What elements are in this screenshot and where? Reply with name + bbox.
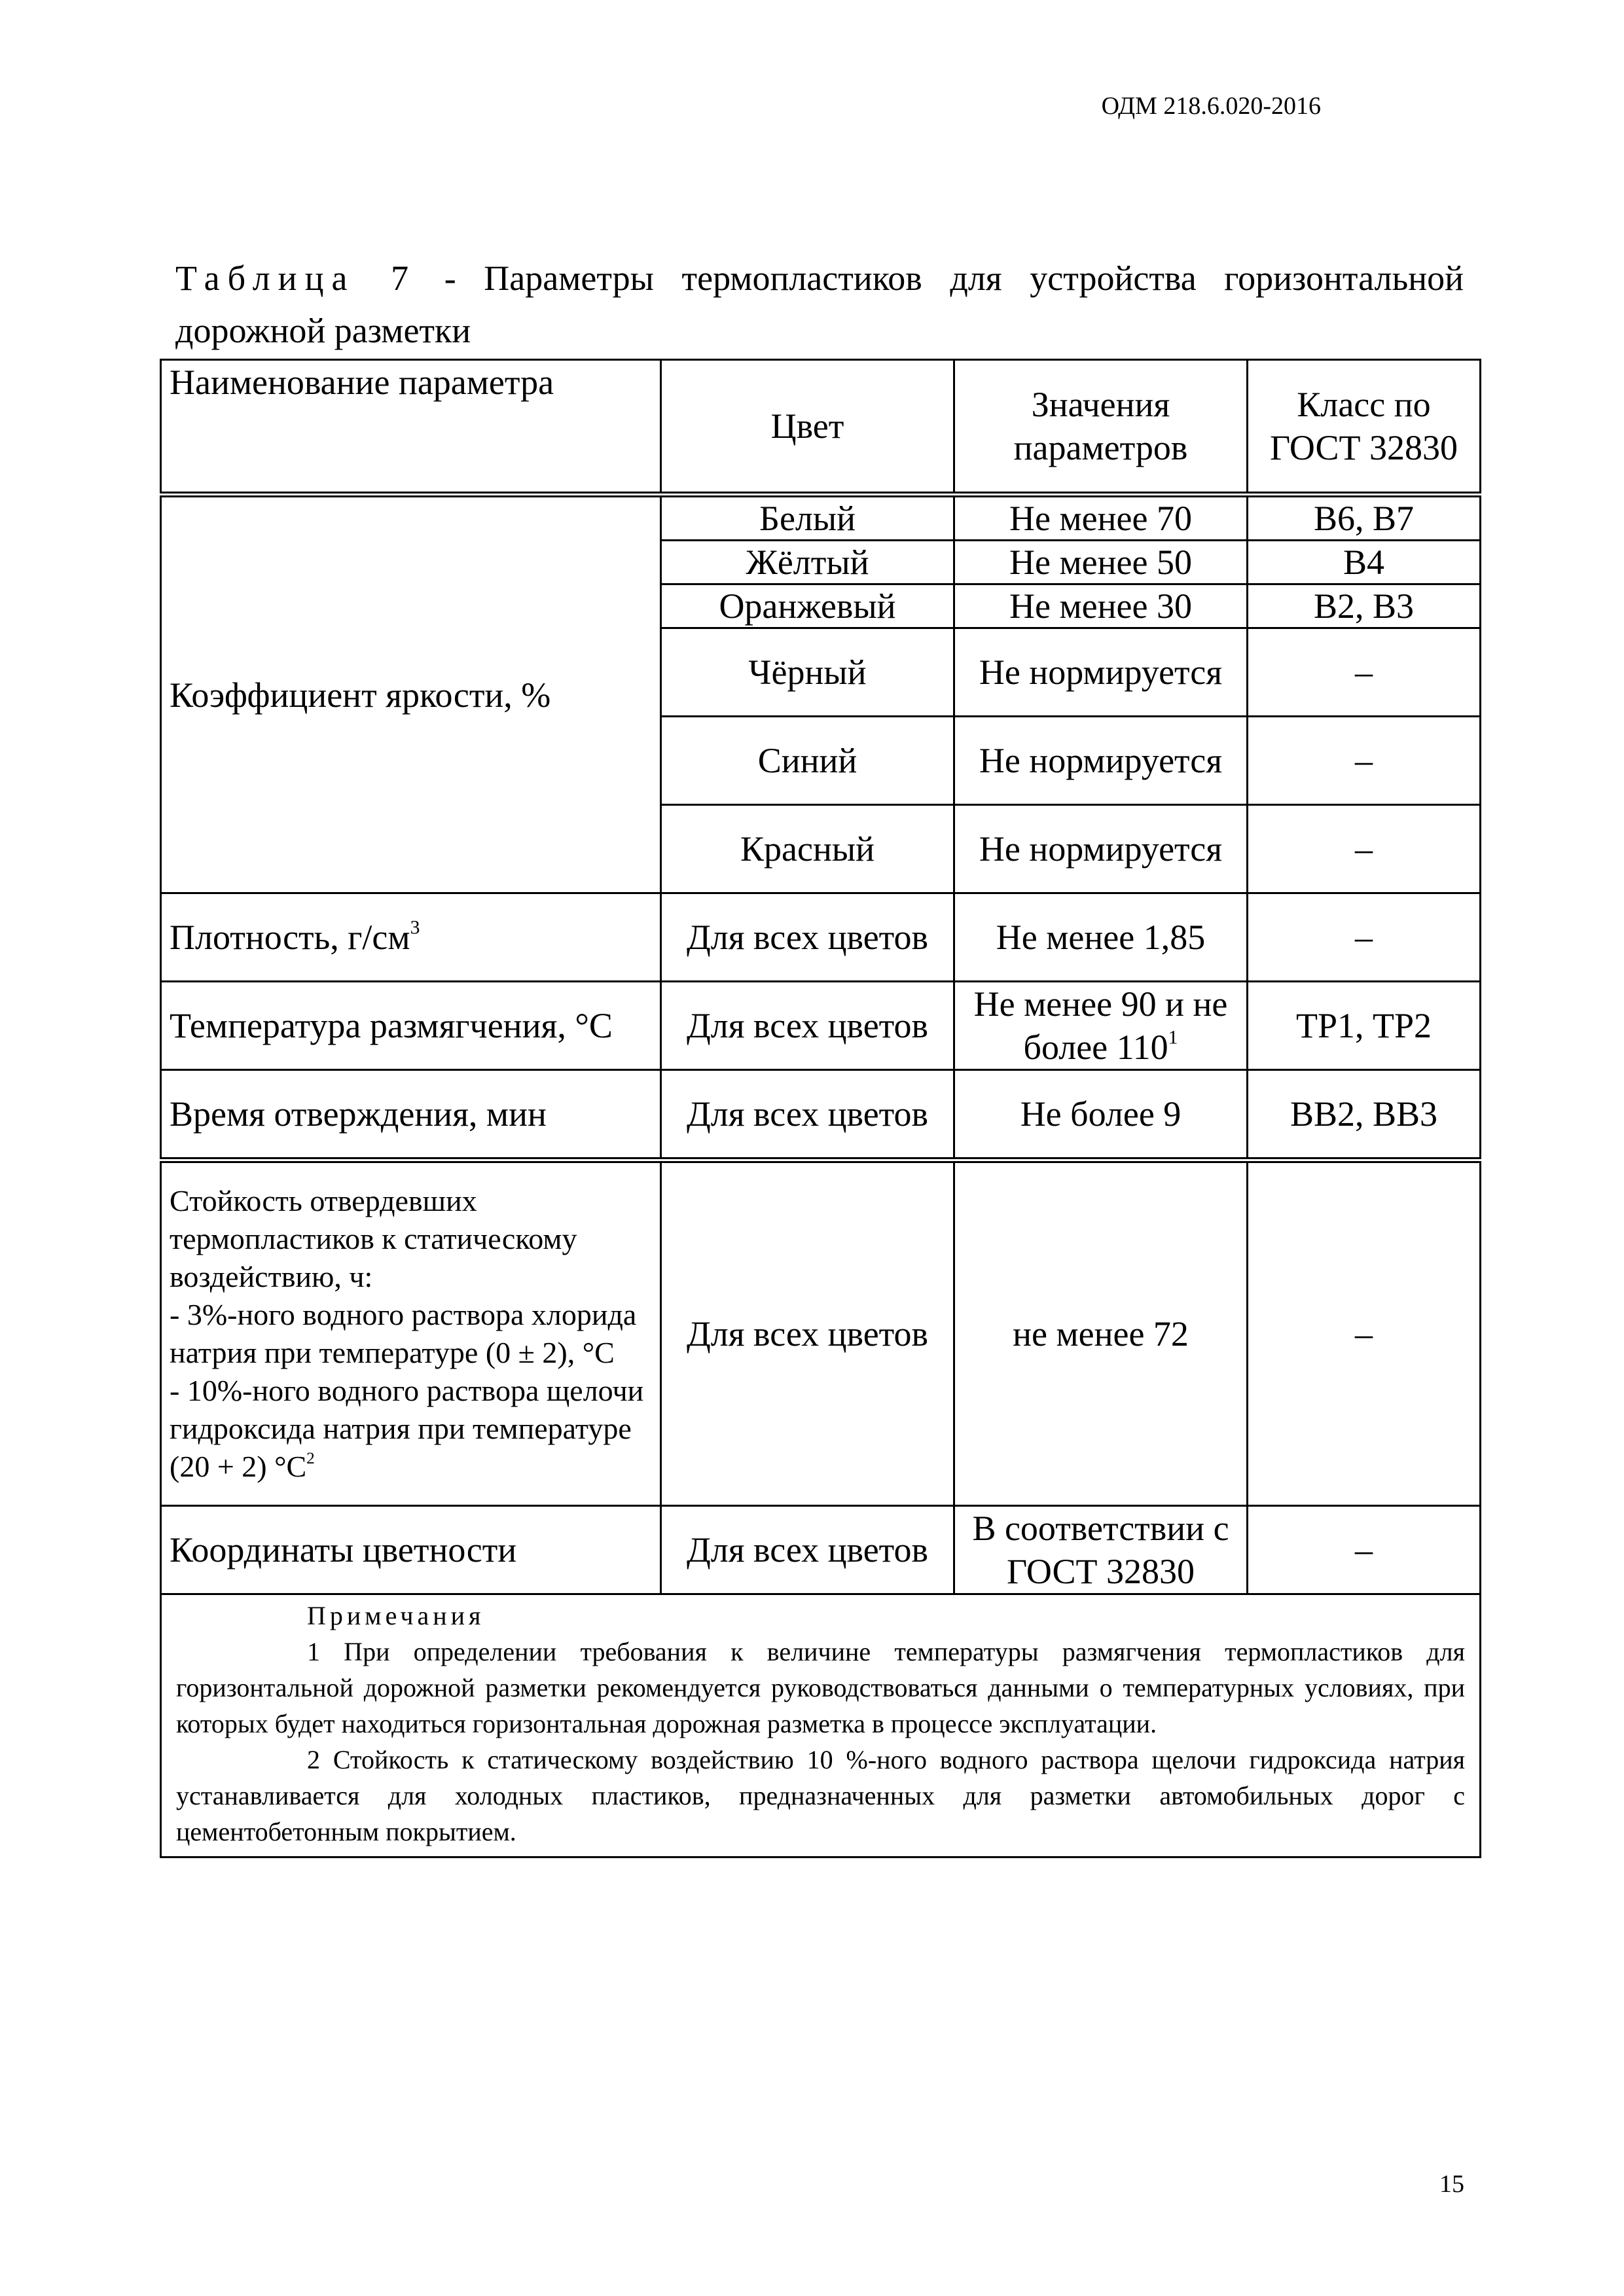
notes-cell [161,1594,1481,1857]
cell-class: – [1248,717,1481,805]
density-param: Плотность, $г/см^3$ [161,893,661,982]
cell-class: ВВ2, ВВ3 [1248,1070,1481,1160]
page-number: 15 [1439,2170,1464,2198]
cell-value: Не менее 1,85 [954,893,1248,982]
table-row [161,1506,1481,1594]
cell-color: Белый [661,495,954,541]
table-row [161,1070,1481,1160]
cell-value: Не менее 30 [954,584,1248,628]
table-row [161,1160,1481,1506]
header-color: Цвет [661,360,954,495]
cell-color: Красный [661,805,954,893]
note-item: 1 При определении требования к величине температуры размягчения термопластиков для горизонтальной дорожной разметки рекомендуется руководствоваться данными о температурных условиях, при которых будет находиться горизонтальная дорожная разметка в процессе эксплуатации. [176,1637,1465,1738]
cell-class: – [1248,805,1481,893]
cell-value: Не менее 90 и не более $110^1$ [954,982,1248,1070]
table-header-row [161,360,1481,495]
footnote-ref: 1 [1168,1027,1178,1049]
chromaticity-param: Координаты цветности [161,1506,661,1594]
cell-color: Для всех цветов [661,1160,954,1506]
cell-class: В6, В7 [1248,495,1481,541]
cell-class: – [1248,1506,1481,1594]
cell-class: В4 [1248,541,1481,584]
curing-param: Время отверждения, мин [161,1070,661,1160]
cell-color: Для всех цветов [661,1506,954,1594]
note-item: 2 Стойкость к статическому воздействию 10 %-ного водного раствора щелочи гидроксида натрия устанавливается для холодных пластиков, предназначенных для разметки автомобильных дорог с цементобетонным покрытием. [176,1745,1465,1846]
table-caption-lead: Таблица 7 [175,259,417,298]
cell-value: Не нормируется [954,805,1248,893]
cell-color: Чёрный [661,628,954,717]
table-row [161,495,1481,541]
resistance-line: - 3%-ного водного раствора хлорида натрия при температуре (0 ± 2), °С [170,1298,637,1369]
table-row [161,893,1481,982]
cell-class: В2, В3 [1248,584,1481,628]
cell-color: Для всех цветов [661,893,954,982]
cell-value: Не менее 70 [954,495,1248,541]
cell-color: Для всех цветов [661,982,954,1070]
table-caption-text: - Параметры термопластиков для устройства горизонтальной дорожной разметки [175,259,1464,350]
resistance-line: Стойкость отвердевших термопластиков к статическому воздействию, ч: [170,1184,577,1293]
brightness-param: Коэффициент яркости, % [161,495,661,893]
header-class: Класс по ГОСТ 32830 [1248,360,1481,495]
footnote-ref: 2 [306,1448,315,1467]
cell-class: – [1248,628,1481,717]
table-row [161,982,1481,1070]
notes-row [161,1594,1481,1857]
cell-color: Синий [661,717,954,805]
cell-value: В соответствии с ГОСТ 32830 [954,1506,1248,1594]
density-unit-superscript: 3 [410,917,420,939]
header-param: Наименование параметра [161,360,661,495]
cell-value: Не нормируется [954,717,1248,805]
parameters-table [160,359,1481,1858]
cell-color: Оранжевый [661,584,954,628]
notes-title: Примечания [307,1601,485,1630]
table-caption [175,252,1464,357]
cell-value: Не нормируется [954,628,1248,717]
cell-value: Не более 9 [954,1070,1248,1160]
cell-color: Для всех цветов [661,1070,954,1160]
cell-class: – [1248,1160,1481,1506]
cell-color: Жёлтый [661,541,954,584]
document-code: ОДМ 218.6.020-2016 [1101,92,1321,120]
softening-param: Температура размягчения, °С [161,982,661,1070]
cell-class: ТР1, ТР2 [1248,982,1481,1070]
resistance-param [161,1160,661,1506]
cell-class: – [1248,893,1481,982]
header-value: Значения параметров [954,360,1248,495]
resistance-line: - 10%-ного водного раствора щелочи гидроксида натрия при температуре (20 + 2) $^\circ С^2$ [170,1374,644,1483]
cell-value: Не менее 50 [954,541,1248,584]
cell-value: не менее 72 [954,1160,1248,1506]
